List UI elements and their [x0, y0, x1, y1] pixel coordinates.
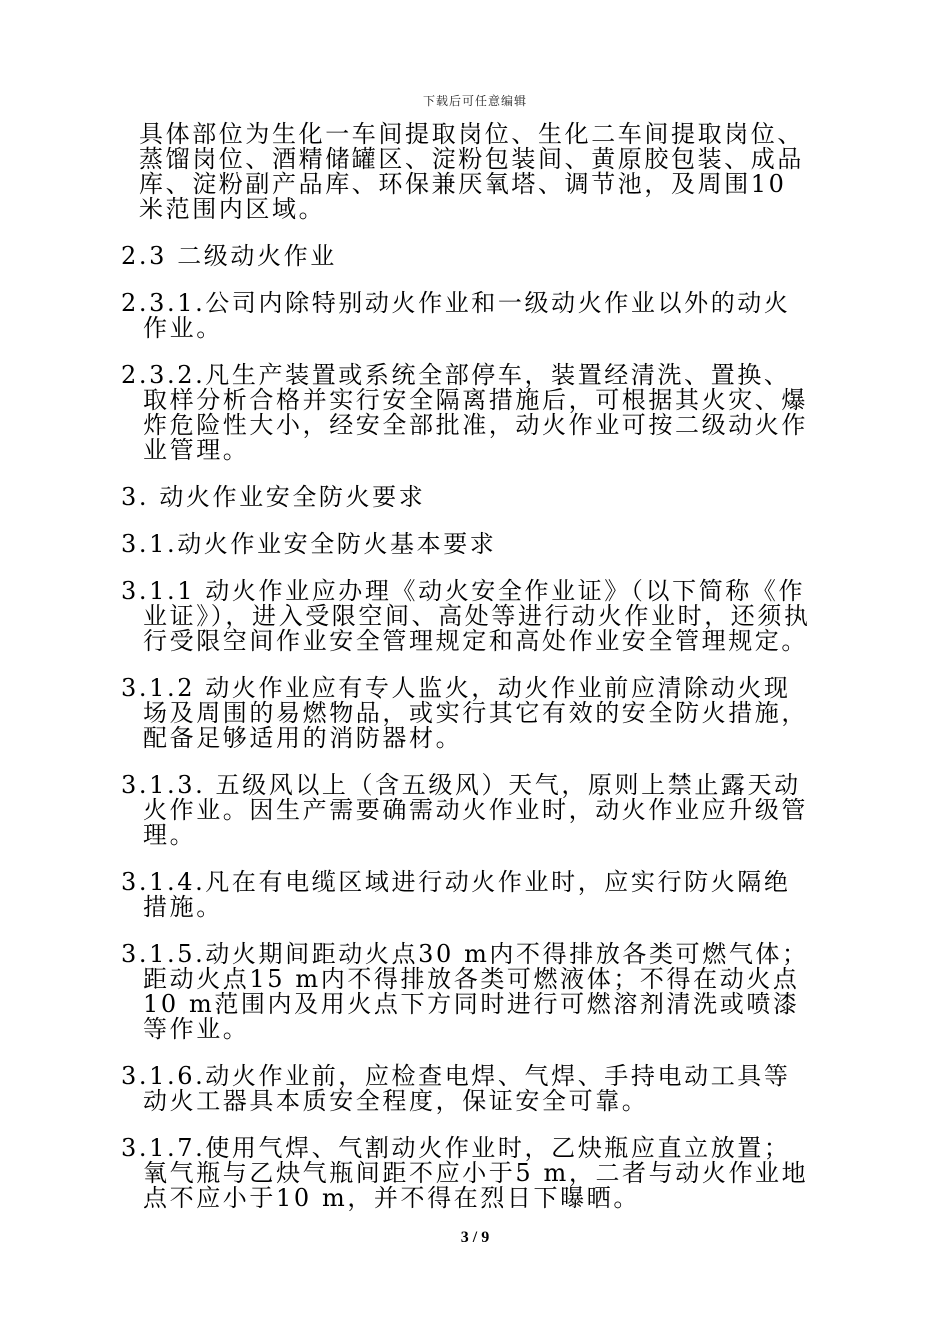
paragraph-3-1-6: 3.1.6.动火作业前，应检查电焊、气焊、手持电动工具等动火工器具本质安全程度，保证安全可靠。: [121, 1062, 791, 1115]
paragraph-2-3-1: 2.3.1.公司内除特别动火作业和一级动火作业以外的动火作业。: [121, 289, 791, 342]
paragraph-3-1-3: 3.1.3. 五级风以上（含五级风）天气，原则上禁止露天动火作业。因生产需要确需动火作业时，动火作业应升级管理。: [121, 771, 808, 849]
document-body: [121, 122, 811, 1233]
page-number: 3 / 9: [460, 1229, 490, 1246]
heading-3-1: 3.1.动火作业安全防火基本要求: [121, 530, 497, 558]
paragraph-3-1-2: 3.1.2 动火作业应有专人监火，动火作业前应清除动火现场及周围的易燃物品，或实行其它有效的安全防火措施，配备足够适用的消防器材。: [121, 674, 808, 752]
paragraph-3-1-4: 3.1.4.凡在有电缆区域进行动火作业时，应实行防火隔绝措施。: [121, 868, 791, 921]
paragraph-3-1-5: 3.1.5.动火期间距动火点30 m内不得排放各类可燃气体；距动火点15 m内不得排放各类可燃液体；不得在动火点10 m范围内及用火点下方同时进行可燃溶剂清洗或喷漆等作业。: [121, 940, 809, 1043]
paragraph-3-1-1: 3.1.1 动火作业应办理《动火安全作业证》（以下简称《作业证》），进入受限空间、高处等进行动火作业时，还须执行受限空间作业安全管理规定和高处作业安全管理规定。: [121, 577, 811, 655]
heading-2-3: 2.3 二级动火作业: [121, 242, 337, 270]
heading-3: 3. 动火作业安全防火要求: [121, 483, 426, 511]
paragraph-location-scope: 具体部位为生化一车间提取岗位、生化二车间提取岗位、蒸馏岗位、酒精储罐区、淀粉包装间、黄原胶包装、成品库、淀粉副产品库、环保兼厌氧塔、调节池，及周围10米范围内区域。: [139, 120, 804, 223]
paragraph-2-3-2: 2.3.2.凡生产装置或系统全部停车，装置经清洗、置换、取样分析合格并实行安全隔离措施后，可根据其火灾、爆炸危险性大小，经安全部批准，动火作业可按二级动火作业管理。: [121, 361, 808, 464]
paragraph-3-1-7: 3.1.7.使用气焊、气割动火作业时，乙炔瓶应直立放置；氧气瓶与乙炔气瓶间距不应小于5 m，二者与动火作业地点不应小于10 m，并不得在烈日下曝晒。: [121, 1134, 809, 1212]
page-header: 下载后可任意编辑: [422, 94, 527, 108]
